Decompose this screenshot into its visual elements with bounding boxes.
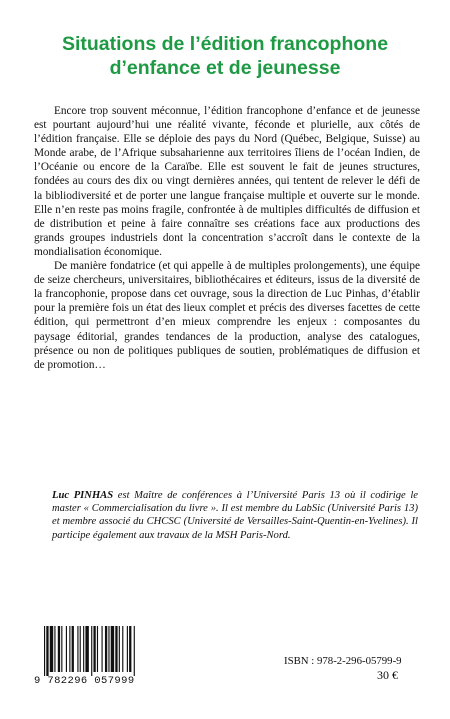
barcode-bar xyxy=(93,626,95,672)
barcode-bar xyxy=(72,626,74,672)
barcode-bar xyxy=(58,626,60,672)
barcode-bar xyxy=(50,626,53,672)
barcode-bar xyxy=(105,626,107,672)
barcode-bar xyxy=(44,626,45,676)
barcode-bar xyxy=(102,626,103,672)
book-title-line-2: d’enfance et de jeunesse xyxy=(109,57,341,79)
price: 30 € xyxy=(377,668,398,682)
book-title-line-1: Situations de l’édition francophone xyxy=(61,33,389,55)
author-bio-text: est Maître de conférences à l’Université Paris 13 où il codirige le master « Commercialisation du livre ». Il est membre du LabSic (Université Paris 13) et membre associé du CHCSC (Université de Versailles-Saint-Quentin-en-Yvelines). Il participe également aux travaux de la MSH Paris-Nord. xyxy=(52,490,418,541)
isbn-number: ISBN : 978-2-296-05799-9 xyxy=(284,655,402,667)
book-title xyxy=(0,32,450,80)
barcode-bar xyxy=(61,626,62,672)
author-name: Luc PINHAS xyxy=(52,490,114,501)
barcode-bar xyxy=(134,626,135,676)
author-bio xyxy=(52,489,418,542)
barcode-bar xyxy=(129,626,131,672)
summary-paragraph-1: Encore trop souvent méconnue, l’édition francophone d’enfance et de jeunesse est pourtant aujourd’hui une réalité vivante, féconde et plurielle, aux côtés de l’édition française. Elle se déploie des pays du Nord (Québec, Belgique, Suisse) au Monde arabe, de l’Afrique subsaharienne aux territoires îliens de l’océan Indien, de l’Océanie ou encore de la Caraïbe. Elle est souvent le fait de jeunes structures, fondées au cours des dix ou vingt dernières années, qui tentent de relever le défi de la bibliodiversité et de porter une langue française multiple et ouverte sur le monde. Elle n’en reste pas moins fragile, confrontée à de multiples difficultés de diffusion et de distribution et peine à faire connaître ses créations face aux productions des grands groupes industriels dont la concentration s’accroît dans le contexte de la mondialisation économique. xyxy=(34,105,420,258)
barcode-bar xyxy=(91,626,92,676)
barcode-bar xyxy=(80,626,81,672)
barcode-bar xyxy=(108,626,109,672)
barcode-bar xyxy=(119,626,120,672)
barcode-bar xyxy=(83,626,84,672)
barcode-bar xyxy=(46,626,48,676)
barcode xyxy=(34,626,176,686)
summary-text xyxy=(34,104,420,372)
barcode-bar xyxy=(111,626,114,672)
barcode-bar xyxy=(127,626,128,672)
barcode-bar xyxy=(69,626,70,672)
barcode-bar xyxy=(122,626,123,672)
barcode-icon xyxy=(34,626,176,676)
barcode-bar xyxy=(97,626,98,672)
barcode-bar xyxy=(115,626,117,672)
barcode-bar xyxy=(54,626,55,672)
barcode-bar xyxy=(77,626,78,672)
barcode-bar xyxy=(66,626,67,672)
summary-paragraph-2: De manière fondatrice (et qui appelle à de multiples prolongements), une équipe de seize chercheurs, universitaires, bibliothécaires et éditeurs, issus de la diversité de la francophonie, propose dans cet ouvrage, sous la direction de Luc Pinhas, d’établir pour la première fois un état des lieux complet et précis des diverses facettes de cette édition, qui permettront d’en mieux comprendre les enjeux : composantes du paysage éditorial, grandes tendances de la production, analyse des catalogues, présence ou non de politiques publiques de soutien, problématiques de diffusion et de promotion… xyxy=(34,260,420,371)
barcode-bar xyxy=(85,626,88,672)
barcode-digits: 9 782296 057999 xyxy=(34,675,135,687)
